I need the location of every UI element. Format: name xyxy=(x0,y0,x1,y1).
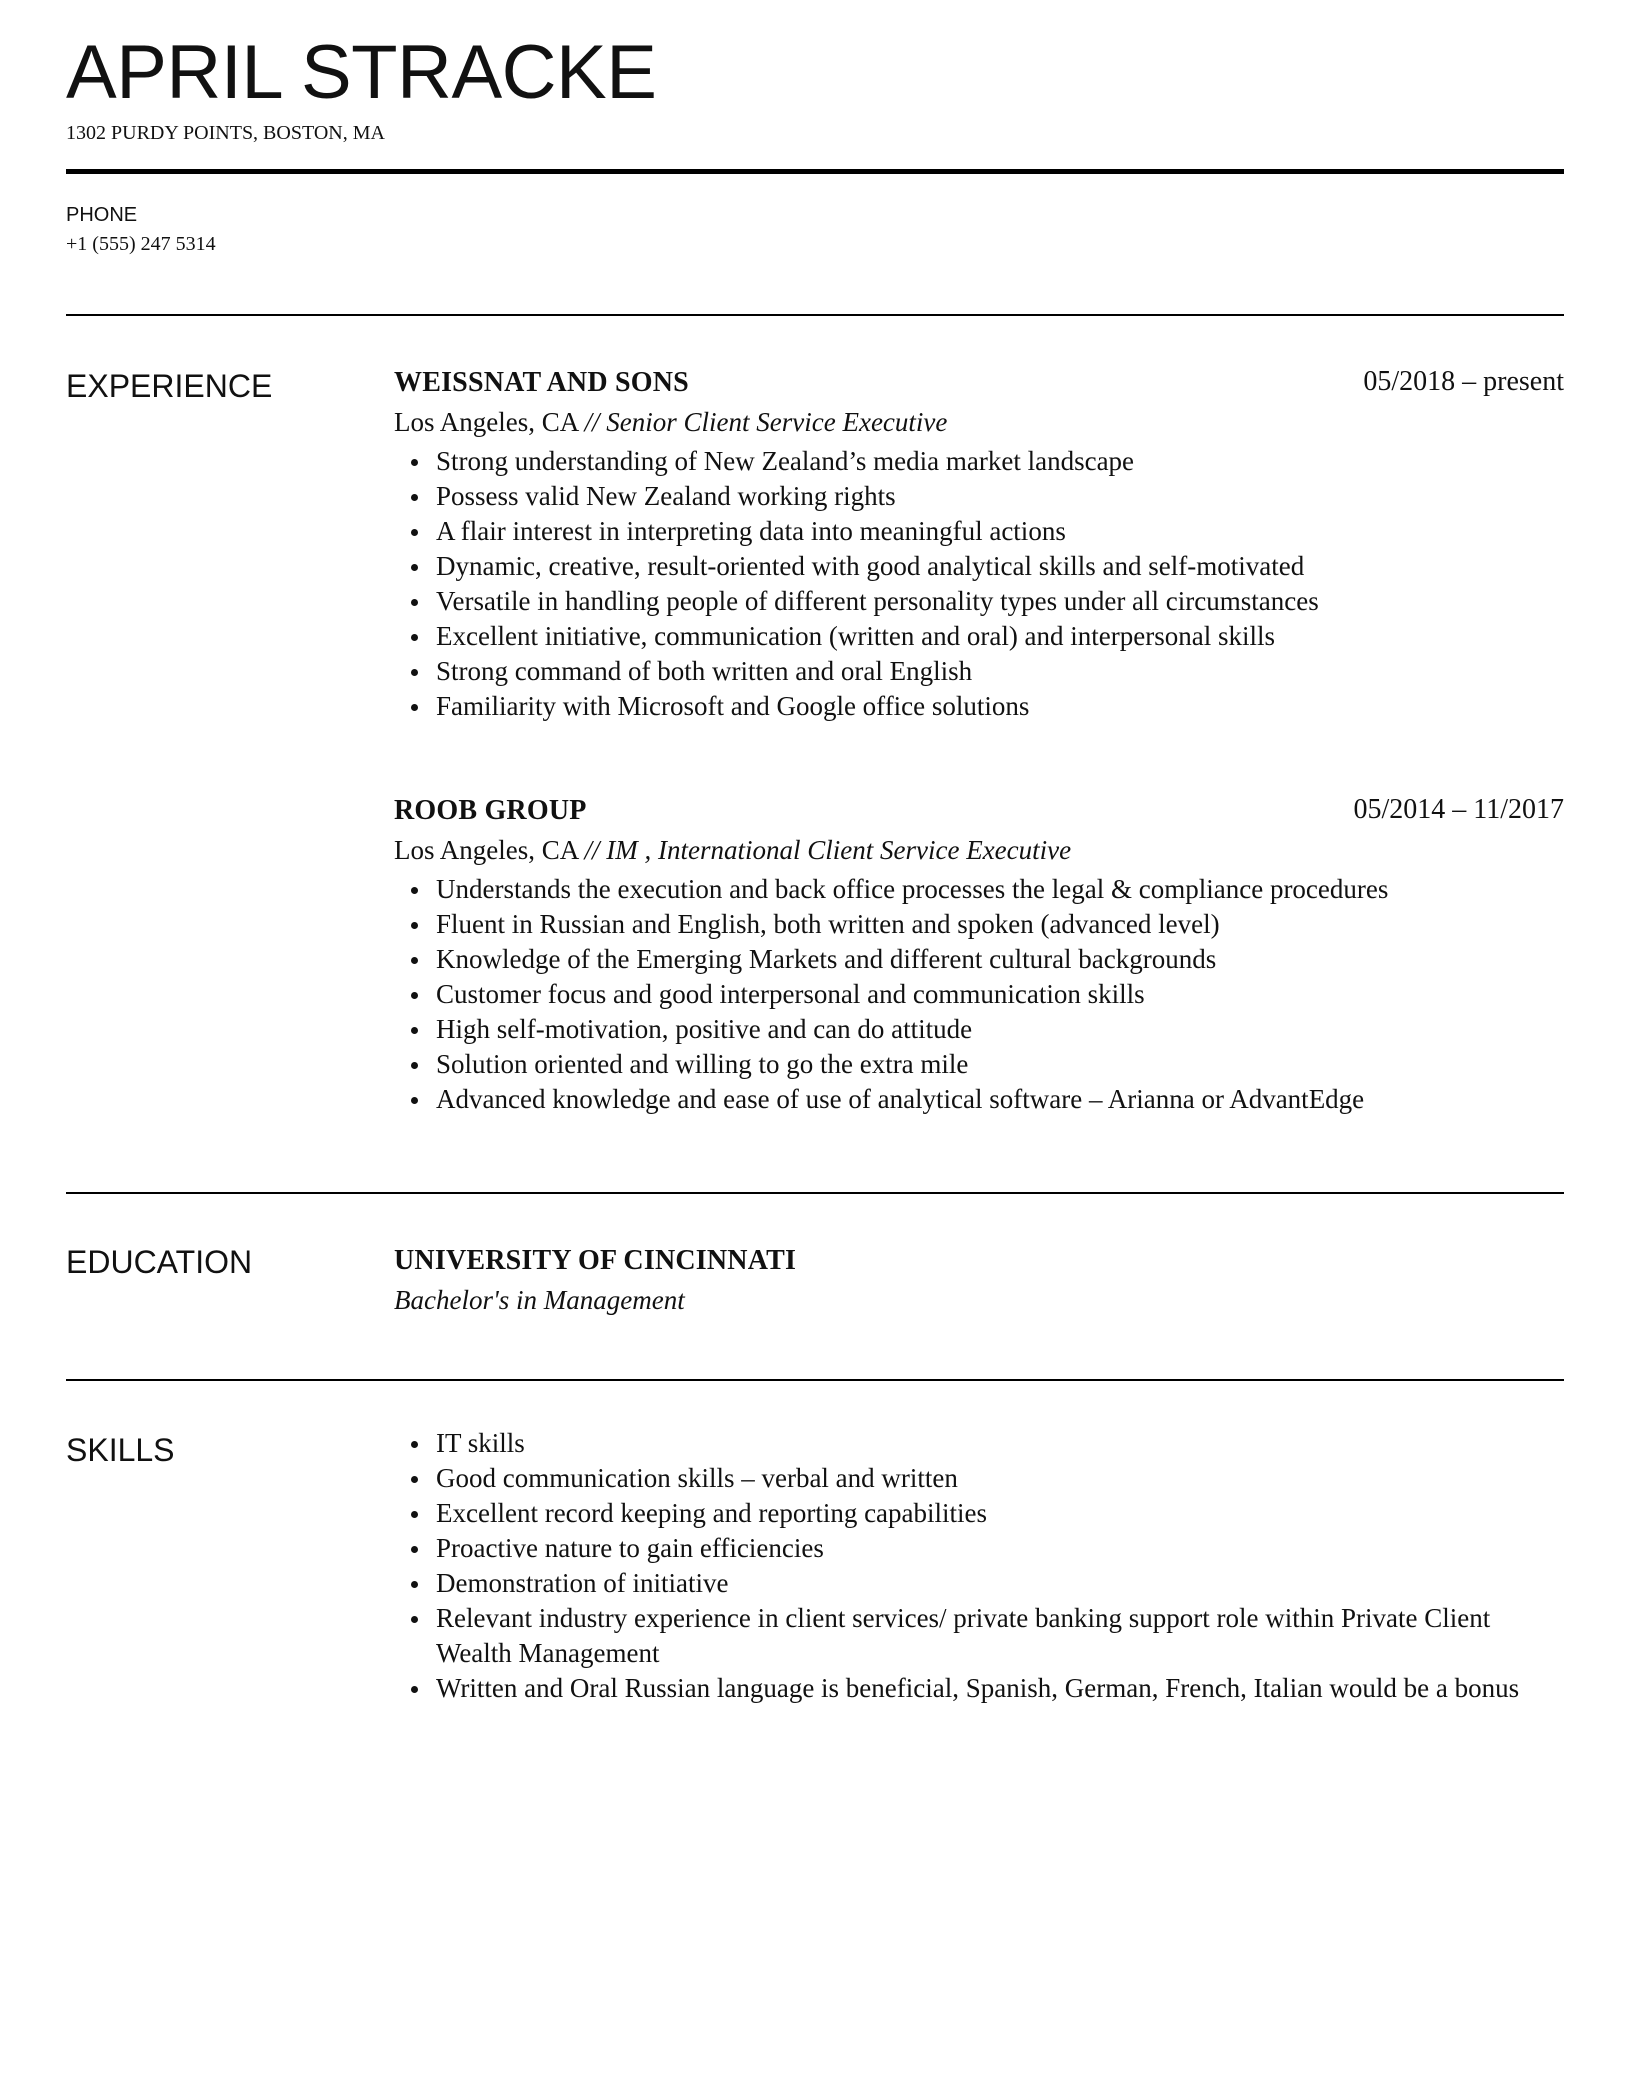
job-entry xyxy=(394,790,1564,1117)
list-item: Strong command of both written and oral English xyxy=(436,654,1564,689)
section-divider-education xyxy=(66,1192,1564,1194)
job-separator: // xyxy=(584,835,600,865)
list-item: Excellent initiative, communication (written and oral) and interpersonal skills xyxy=(436,619,1564,654)
list-item: Strong understanding of New Zealand’s media market landscape xyxy=(436,444,1564,479)
list-item: Customer focus and good interpersonal and communication skills xyxy=(436,977,1564,1012)
job-role: IM , International Client Service Executive xyxy=(606,835,1072,865)
list-item: Advanced knowledge and ease of use of analytical software – Arianna or AdvantEdge xyxy=(436,1082,1564,1117)
section-divider-experience xyxy=(66,314,1564,316)
job-location: Los Angeles, CA xyxy=(394,835,578,865)
list-item: Versatile in handling people of different personality types under all circumstances xyxy=(436,584,1564,619)
job-dates: 05/2018 – present xyxy=(1363,366,1564,397)
list-item: Written and Oral Russian language is beneficial, Spanish, German, French, Italian would be a bonus xyxy=(436,1671,1564,1706)
skills-list xyxy=(394,1426,1564,1706)
experience-heading: EXPERIENCE xyxy=(66,368,273,404)
job-dates: 05/2014 – 11/2017 xyxy=(1353,794,1564,825)
list-item: Dynamic, creative, result-oriented with good analytical skills and self-motivated xyxy=(436,549,1564,584)
job-separator: // xyxy=(584,407,600,437)
list-item: Fluent in Russian and English, both written and spoken (advanced level) xyxy=(436,907,1564,942)
phone-value: +1 (555) 247 5314 xyxy=(66,233,216,255)
job-company: WEISSNAT AND SONS xyxy=(394,367,689,398)
education-entry xyxy=(394,1240,1564,1320)
list-item: A flair interest in interpreting data into meaningful actions xyxy=(436,514,1564,549)
list-item: Familiarity with Microsoft and Google office solutions xyxy=(436,689,1564,724)
list-item: Relevant industry experience in client services/ private banking support role within Private Client Wealth Management xyxy=(436,1601,1564,1671)
phone-label: PHONE xyxy=(66,204,138,226)
list-item: Knowledge of the Emerging Markets and different cultural backgrounds xyxy=(436,942,1564,977)
job-bullets xyxy=(394,872,1564,1117)
header-divider xyxy=(66,169,1564,174)
list-item: Excellent record keeping and reporting capabilities xyxy=(436,1496,1564,1531)
job-role: Senior Client Service Executive xyxy=(606,407,948,437)
job-header xyxy=(394,790,1564,830)
list-item: Possess valid New Zealand working rights xyxy=(436,479,1564,514)
job-subline xyxy=(394,830,1564,870)
section-divider-skills xyxy=(66,1379,1564,1381)
job-entry xyxy=(394,362,1564,724)
list-item: High self-motivation, positive and can do attitude xyxy=(436,1012,1564,1047)
list-item: Solution oriented and willing to go the extra mile xyxy=(436,1047,1564,1082)
skills-entry xyxy=(394,1426,1564,1706)
job-header xyxy=(394,362,1564,402)
education-heading: EDUCATION xyxy=(66,1244,253,1280)
list-item: Proactive nature to gain efficiencies xyxy=(436,1531,1564,1566)
education-school: UNIVERSITY OF CINCINNATI xyxy=(394,1245,797,1276)
skills-heading: SKILLS xyxy=(66,1432,175,1468)
candidate-address: 1302 PURDY POINTS, BOSTON, MA xyxy=(66,122,385,144)
job-company: ROOB GROUP xyxy=(394,795,587,826)
list-item: Demonstration of initiative xyxy=(436,1566,1564,1601)
job-location: Los Angeles, CA xyxy=(394,407,578,437)
job-subline xyxy=(394,402,1564,442)
list-item: IT skills xyxy=(436,1426,1564,1461)
education-header xyxy=(394,1240,1564,1280)
candidate-name: APRIL STRACKE xyxy=(66,30,657,115)
education-degree: Bachelor's in Management xyxy=(394,1285,685,1315)
list-item: Good communication skills – verbal and written xyxy=(436,1461,1564,1496)
job-bullets xyxy=(394,444,1564,724)
list-item: Understands the execution and back office processes the legal & compliance procedures xyxy=(436,872,1564,907)
